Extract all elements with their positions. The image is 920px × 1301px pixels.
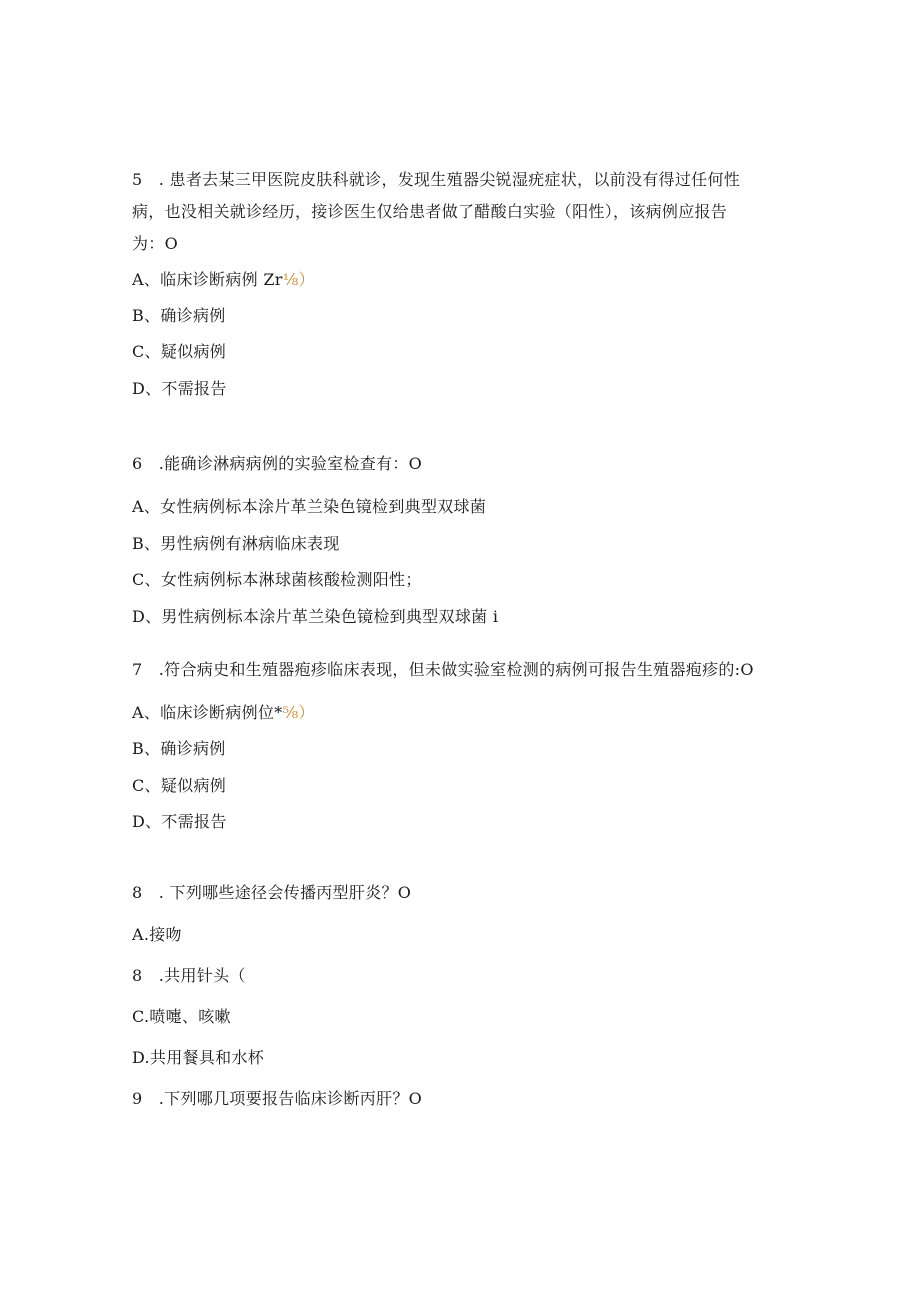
question-7-option-d: D、不需报告 xyxy=(132,812,227,831)
question-5-option-a xyxy=(132,270,315,290)
question-7-option-b: B、确诊病例 xyxy=(132,739,226,758)
question-6-option-d: D、男性病例标本涂片革兰染色镜检到典型双球菌 i xyxy=(132,607,499,626)
question-5-option-b: B、确诊病例 xyxy=(132,306,226,325)
handwritten-mark: ⅝） xyxy=(282,703,315,722)
question-5-option-d: D、不需报告 xyxy=(132,379,227,398)
question-6-option-b: B、男性病例有淋病临床表现 xyxy=(132,534,340,553)
question-6-stem: 6 .能确诊淋病病例的实验室检查有：O xyxy=(132,454,423,473)
option-text: A、临床诊断病例 Zr xyxy=(132,270,283,289)
option-text: A、临床诊断病例位* xyxy=(132,703,283,722)
question-6-option-a: A、女性病例标本涂片革兰染色镜检到典型双球菌 xyxy=(132,497,487,516)
question-7-stem: 7 .符合病史和生殖器疱疹临床表现，但未做实验室检测的病例可报告生殖器疱疹的:O xyxy=(132,660,754,679)
question-5-stem-line-3: 为：O xyxy=(132,234,179,253)
question-5-option-c: C、疑似病例 xyxy=(132,342,227,361)
question-7-option-c: C、疑似病例 xyxy=(132,776,227,795)
question-8-stem: 8 . 下列哪些途径会传播丙型肝炎？O xyxy=(132,883,412,902)
question-8-option-b: 8 .共用针头（ xyxy=(132,966,246,985)
question-6-option-c: C、女性病例标本淋球菌核酸检测阳性； xyxy=(132,570,422,589)
handwritten-mark: ⅛） xyxy=(282,270,315,289)
question-9-stem: 9 .下列哪几项要报告临床诊断丙肝？O xyxy=(132,1089,423,1108)
question-8-option-a: A.接吻 xyxy=(132,925,182,944)
question-5-stem-line-2: 病，也没相关就诊经历，接诊医生仅给患者做了醋酸白实验（阳性），该病例应报告 xyxy=(132,202,728,221)
question-7-option-a xyxy=(132,703,315,723)
question-8-option-c: C.喷嚏、咳嗽 xyxy=(132,1007,231,1026)
question-8-option-d: D.共用餐具和水杯 xyxy=(132,1048,265,1067)
question-5-stem-line-1: 5 . 患者去某三甲医院皮肤科就诊，发现生殖器尖锐湿疣症状，以前没有得过任何性 xyxy=(132,170,741,189)
